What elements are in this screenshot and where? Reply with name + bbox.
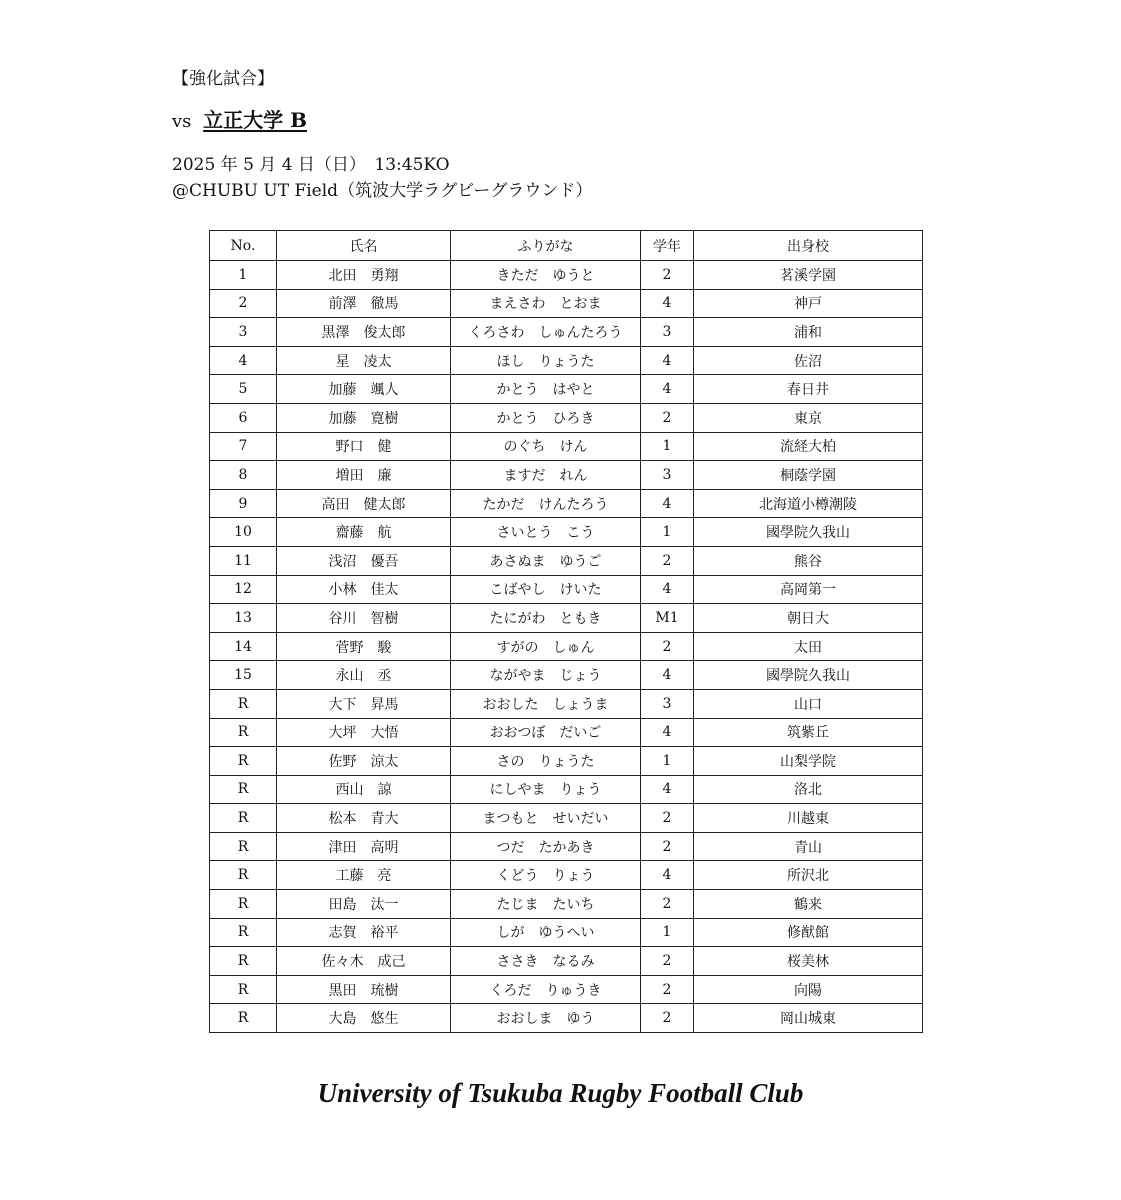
player-grade: 1 [641,432,694,461]
player-grade: 2 [641,403,694,432]
player-name: 佐々木 成己 [277,947,451,976]
player-name: 高田 健太郎 [277,489,451,518]
player-number: R [210,975,277,1004]
opponent-name: 立正大学 B [203,108,308,132]
player-name: 加藤 颯人 [277,375,451,404]
player-grade: 2 [641,947,694,976]
player-number: 2 [210,289,277,318]
player-furigana: ますだ れん [451,461,641,490]
player-furigana: まえさわ とおま [451,289,641,318]
table-row [210,890,923,919]
table-row [210,775,923,804]
player-furigana: くどう りょう [451,861,641,890]
header-grade: 学年 [641,231,694,261]
player-number: R [210,1004,277,1033]
player-school: 神戸 [694,289,923,318]
player-furigana: ささき なるみ [451,947,641,976]
player-number: R [210,689,277,718]
player-number: R [210,775,277,804]
player-school: 茗溪学園 [694,261,923,290]
player-school: 春日井 [694,375,923,404]
player-furigana: のぐち けん [451,432,641,461]
player-number: 11 [210,546,277,575]
table-row [210,461,923,490]
player-furigana: かとう ひろき [451,403,641,432]
header-number: No. [210,231,277,261]
player-name: 増田 廉 [277,461,451,490]
player-furigana: あさぬま ゆうご [451,546,641,575]
match-venue: @CHUBU UT Field（筑波大学ラグビーグラウンド） [172,181,593,201]
player-grade: 1 [641,747,694,776]
player-number: R [210,718,277,747]
player-grade: 1 [641,518,694,547]
table-row [210,546,923,575]
player-furigana: すがの しゅん [451,632,641,661]
player-school: 北海道小樽潮陵 [694,489,923,518]
player-grade: 2 [641,832,694,861]
player-grade: 2 [641,546,694,575]
header-school: 出身校 [694,231,923,261]
player-furigana: かとう はやと [451,375,641,404]
player-furigana: さの りょうた [451,747,641,776]
player-grade: 2 [641,975,694,1004]
table-row [210,975,923,1004]
player-furigana: くろさわ しゅんたろう [451,318,641,347]
player-grade: 1 [641,918,694,947]
player-number: 4 [210,346,277,375]
player-furigana: たじま たいち [451,890,641,919]
table-row [210,575,923,604]
player-furigana: ほし りょうた [451,346,641,375]
player-name: 大島 悠生 [277,1004,451,1033]
player-school: 鶴来 [694,890,923,919]
table-row [210,518,923,547]
player-school: 青山 [694,832,923,861]
player-number: 3 [210,318,277,347]
header-name: 氏名 [277,231,451,261]
player-name: 大下 昇馬 [277,689,451,718]
player-school: 浦和 [694,318,923,347]
player-grade: 4 [641,775,694,804]
player-school: 桜美林 [694,947,923,976]
player-school: 流経大柏 [694,432,923,461]
player-grade: 4 [641,375,694,404]
vs-label: vs [172,111,192,132]
player-name: 野口 健 [277,432,451,461]
player-name: 西山 諒 [277,775,451,804]
player-name: 前澤 徹馬 [277,289,451,318]
table-row [210,289,923,318]
table-row [210,689,923,718]
player-grade: 4 [641,346,694,375]
table-row [210,918,923,947]
table-row [210,432,923,461]
player-school: 向陽 [694,975,923,1004]
player-name: 谷川 智樹 [277,604,451,633]
player-name: 松本 青大 [277,804,451,833]
player-grade: 4 [641,861,694,890]
player-furigana: ながやま じょう [451,661,641,690]
table-row [210,832,923,861]
player-name: 星 凌太 [277,346,451,375]
table-row [210,489,923,518]
player-grade: M1 [641,604,694,633]
player-number: 12 [210,575,277,604]
player-number: R [210,947,277,976]
player-grade: 2 [641,890,694,919]
player-name: 齋藤 航 [277,518,451,547]
table-row [210,861,923,890]
player-name: 永山 丞 [277,661,451,690]
player-number: 1 [210,261,277,290]
table-row [210,346,923,375]
player-name: 佐野 涼太 [277,747,451,776]
player-name: 北田 勇翔 [277,261,451,290]
club-name-footer: University of Tsukuba Rugby Football Club [317,1078,804,1108]
player-school: 太田 [694,632,923,661]
player-school: 桐蔭学園 [694,461,923,490]
table-row [210,375,923,404]
player-furigana: きただ ゆうと [451,261,641,290]
player-school: 修猷館 [694,918,923,947]
player-furigana: おおしま ゆう [451,1004,641,1033]
roster-body [210,261,923,1033]
player-furigana: たかだ けんたろう [451,489,641,518]
player-number: 10 [210,518,277,547]
player-grade: 3 [641,461,694,490]
player-grade: 2 [641,632,694,661]
player-school: 佐沼 [694,346,923,375]
player-name: 津田 高明 [277,832,451,861]
table-row [210,661,923,690]
table-row [210,604,923,633]
player-number: R [210,890,277,919]
player-school: 熊谷 [694,546,923,575]
player-furigana: おおした しょうま [451,689,641,718]
roster-header-row [210,231,923,261]
player-number: 8 [210,461,277,490]
player-furigana: にしやま りょう [451,775,641,804]
player-number: 6 [210,403,277,432]
player-school: 國學院久我山 [694,661,923,690]
player-number: 15 [210,661,277,690]
player-number: 7 [210,432,277,461]
player-furigana: たにがわ ともき [451,604,641,633]
player-school: 山梨学院 [694,747,923,776]
player-school: 川越東 [694,804,923,833]
player-school: 山口 [694,689,923,718]
player-grade: 2 [641,804,694,833]
player-school: 洛北 [694,775,923,804]
player-furigana: くろだ りゅうき [451,975,641,1004]
player-school: 岡山城東 [694,1004,923,1033]
player-number: 9 [210,489,277,518]
player-grade: 4 [641,489,694,518]
table-row [210,747,923,776]
table-row [210,947,923,976]
player-grade: 4 [641,575,694,604]
player-number: R [210,861,277,890]
player-number: R [210,747,277,776]
player-grade: 4 [641,661,694,690]
player-number: R [210,918,277,947]
player-furigana: さいとう こう [451,518,641,547]
player-grade: 2 [641,1004,694,1033]
player-furigana: つだ たかあき [451,832,641,861]
match-category: 【強化試合】 [172,69,274,89]
table-row [210,318,923,347]
roster-table [209,230,923,1033]
header-furigana: ふりがな [451,231,641,261]
player-furigana: こばやし けいた [451,575,641,604]
player-number: 14 [210,632,277,661]
player-name: 菅野 駿 [277,632,451,661]
player-grade: 3 [641,318,694,347]
player-name: 黒田 琉樹 [277,975,451,1004]
player-name: 小林 佳太 [277,575,451,604]
player-grade: 3 [641,689,694,718]
player-grade: 4 [641,718,694,747]
player-number: 13 [210,604,277,633]
player-name: 田島 汰一 [277,890,451,919]
player-grade: 2 [641,261,694,290]
player-name: 浅沼 優吾 [277,546,451,575]
table-row [210,261,923,290]
opponent-line [172,104,307,133]
player-school: 東京 [694,403,923,432]
player-number: R [210,832,277,861]
player-furigana: しが ゆうへい [451,918,641,947]
table-row [210,632,923,661]
table-row [210,718,923,747]
player-name: 大坪 大悟 [277,718,451,747]
player-furigana: まつもと せいだい [451,804,641,833]
player-name: 加藤 寛樹 [277,403,451,432]
player-school: 高岡第一 [694,575,923,604]
player-grade: 4 [641,289,694,318]
table-row [210,804,923,833]
player-name: 工藤 亮 [277,861,451,890]
table-row [210,1004,923,1033]
player-furigana: おおつぼ だいご [451,718,641,747]
player-school: 朝日大 [694,604,923,633]
match-date: 2025 年 5 月 4 日（日） 13:45KO [172,155,450,175]
player-school: 國學院久我山 [694,518,923,547]
player-number: R [210,804,277,833]
player-school: 所沢北 [694,861,923,890]
table-row [210,403,923,432]
player-number: 5 [210,375,277,404]
player-school: 筑紫丘 [694,718,923,747]
player-name: 志賀 裕平 [277,918,451,947]
player-name: 黒澤 俊太郎 [277,318,451,347]
